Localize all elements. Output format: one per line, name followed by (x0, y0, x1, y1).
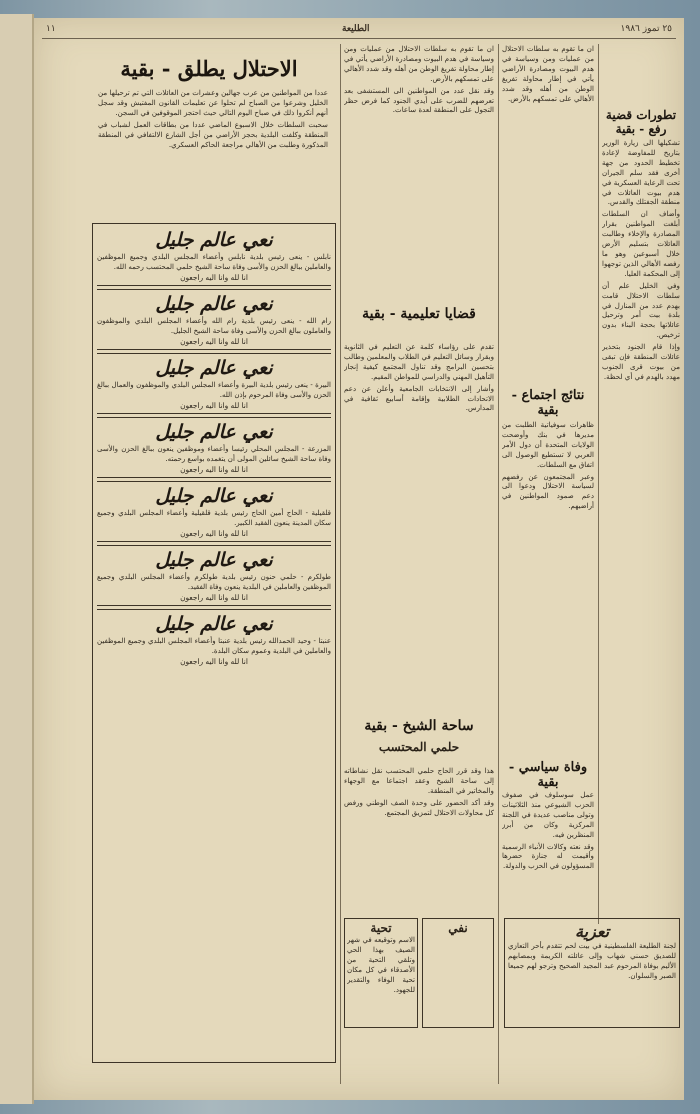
sahat-headline: ساحة الشيخ - بقية (364, 718, 474, 734)
paragraph: هذا وقد قرر الحاج حلمي المحتسب نقل نشاطاته إلى ساحة الشيخ وعقد اجتماعا مع الوجهاء والمخاتير في المنطقة. (344, 766, 494, 795)
obituary-text: البيرة - ينعى رئيس بلدية البيرة وأعضاء المجلس البلدي والموظفون والعمال ببالغ الحزن والأسى وفاة المرحوم بإذن الله. (97, 381, 331, 399)
main-headline: الاحتلال يطلق - بقية (120, 56, 298, 81)
adjacent-page-edge (0, 14, 34, 1104)
natayej-headline: نتائج اجتماع - بقية (511, 388, 585, 418)
paragraph: ان ما تقوم به سلطات الاحتلال من عمليات ومن وسياسة في هدم البيوت ومصادرة الأراضي يأتي في إطار محاولة تفريغ الوطن من أهله وقد شدد الأهالي على تمسكهم بالأرض. (502, 44, 594, 103)
page-header (42, 24, 676, 39)
obituary-4 (97, 421, 331, 482)
paragraph: سحبت السلطات خلال الاسبوع الماضي عددا من بطاقات العمل لشباب في المنطقة وكلفت البلدية بحجز الأراضي من أجل الشارع الالتفافي في المنطقة المذكورة وطلبت من الأهالي مراجعة الحاكم العسكري. (98, 119, 328, 149)
obituary-title: نعي عالم جليل (155, 549, 273, 571)
paragraph: وقد أكد الحضور على وحدة الصف الوطني ورفض كل محاولات الاحتلال لتمزيق المجتمع. (344, 797, 494, 817)
paragraph: ظاهرات سوفياتية الطلبت من مديرها في بنك وأوضحت الولايات المتحدة أن دول الأمر العربي لا تستطيع الوصول الى اتفاق مع السلطات. (502, 420, 594, 469)
right-column-body (602, 138, 680, 908)
obituary-title: نعي عالم جليل (155, 485, 273, 507)
taazia-box (504, 918, 680, 1028)
obituary-text: قلقيلية - الحاج أمين الحاج رئيس بلدية قلقيلية وأعضاء المجلس البلدي وجميع سكان المدينة ينعون الفقيد الكبير. (97, 509, 331, 527)
center-top-text (344, 44, 494, 264)
paragraph: لجنة الطليعة الفلسطينية في بيت لحم تتقدم بأحر التعازي للصديق حسني شهاب وإلى عائلته الكريمة وبمصابهم الأليم بوفاة المرحوم عبد المجيد الصحيح وترجو لهم جميعا الصبر والسلوان. (508, 941, 676, 980)
obituary-6 (97, 549, 331, 610)
newspaper-page (34, 18, 684, 1100)
divider (97, 605, 331, 610)
obituary-title: نعي عالم جليل (155, 293, 273, 315)
paragraph: وأشار إلى الانتخابات الجامعية وأعلن عن دعم الاتحادات الطلابية وإقامة أسابيع ثقافية في المدارس. (344, 383, 494, 413)
obituary-text: نابلس - ينعى رئيس بلدية نابلس وأعضاء المجلس البلدي وجميع الموظفين والعاملين ببالغ الحزن والأسى وفاة ساحة الشيخ حلمي المحتسب رحمه الله. (97, 253, 331, 271)
wafat-body (502, 790, 594, 910)
paragraph: وفي الخليل علم أن سلطات الاحتلال قامت بهدم عدد من المنازل في بلدة بيت أمر وترحيل عائلاتها بحجة البناء بدون ترخيص. (602, 280, 680, 340)
paragraph: عددا من المواطنين من عرب جهالين وعشرات من العائلات التي تم ترحيلها من الخليل وشرعوا من الصباح لم تحلوا عن تعليمات القانون المفتيش وقد سجل أنهم أنكروا ذلك في صباح اليوم التالي حيث احتجز الموقوفين في السجن. (98, 88, 328, 117)
column-rule (340, 44, 341, 1084)
right-center-text (502, 44, 594, 344)
wafat-headline: وفاة سياسي - بقية (508, 760, 588, 790)
obituary-title: نعي عالم جليل (155, 229, 273, 251)
issue-date: ٢٥ تموز ١٩٨٦ (620, 24, 672, 34)
paragraph: تشكيلها الى زيارة الوزير بتاريخ للمفاوضة لإعادة تخطيط الحدود من جهة أخرى فقد سلم الجيران تحت الرعاية العسكرية في هدم بيوت العائلات في منطقة الجفتلك والقدس. (602, 138, 680, 207)
obituary-title: نعي عالم جليل (155, 613, 273, 635)
obituary-text: عنبتا - وحيد الحمدالله رئيس بلدية عنبتا وأعضاء المجلس البلدي وجميع الموظفين والعاملين في البلدية وعموم سكان البلدة. (97, 637, 331, 655)
nabi-box (422, 918, 494, 1028)
newspaper-name: الطليعة (342, 24, 370, 34)
muhadat-headline: قضايا تعليمية - بقية (362, 306, 476, 322)
obituaries-column (92, 223, 336, 1063)
paragraph: عمل سوسلوف في صفوف الحزب الشيوعي منذ الثلاثينات وتولى مناصب عديدة في اللجنة المركزية وكان من أبرز المنظرين فيه. (502, 790, 594, 839)
tahia-box (344, 918, 418, 1028)
obituary-3 (97, 357, 331, 418)
taazia-body (508, 941, 676, 1011)
divider (97, 349, 331, 354)
column-rule (498, 44, 499, 1084)
paragraph: وعبر المجتمعون عن رفضهم لسياسة الاحتلال ودعوا الى دعم صمود المواطنين في أراضيهم. (502, 471, 594, 511)
paragraph: وإذا قام الجنود بتحذير عائلات المنطقة فإن تبقى من بيوت قرى الجنوب مهدد بالهدم في أي لحظة. (602, 342, 680, 381)
obituary-title: نعي عالم جليل (155, 357, 273, 379)
obituary-text: طولكرم - حلمي حنون رئيس بلدية طولكرم وأعضاء المجلس البلدي وجميع الموظفين والعاملين في البلدية ينعون وفاة الفقيد. (97, 573, 331, 591)
paragraph: وأضاف ان السلطات أبلغت المواطنين بقرار المصادرة والإخلاء وطالبت العائلات بتسليم الأرض خلال أسبوعين وهو ما رفضه الأهالي الذين توجهوا إلى المحكمة العليا. (602, 209, 680, 278)
muhadat-body (344, 342, 494, 612)
page-number: ١١ (46, 24, 56, 34)
obituary-5 (97, 485, 331, 546)
paragraph: الاسم وتوقيعه في شهر الصيف بهذا الحي وتلقي التحية من الأصدقاء في كل مكان تحية الوفاء والتقدير للجهود. (347, 935, 415, 994)
sahat-subheadline: حلمي المحتسب (378, 740, 460, 754)
divider (97, 413, 331, 418)
divider (97, 541, 331, 546)
obituary-text: المزرعة - المجلس المحلي رئيسا وأعضاء وموظفين ينعون ببالغ الحزن والأسى وفاة ساحة الشيخ سائلين المولى أن يتغمده بواسع رحمته. (97, 445, 331, 463)
tahia-title: تحية (370, 921, 392, 935)
obituary-1 (97, 229, 331, 290)
column-rule (598, 44, 599, 924)
tahia-body (347, 935, 415, 1015)
obituary-closing: انا لله وانا اليه راجعون (180, 401, 248, 410)
taazia-title: تعزية (574, 922, 610, 941)
sahat-body (344, 766, 494, 916)
obituary-closing: انا لله وانا اليه راجعون (180, 337, 248, 346)
divider (97, 285, 331, 290)
obituary-closing: انا لله وانا اليه راجعون (180, 273, 248, 282)
main-article-body (98, 88, 328, 218)
obituary-closing: انا لله وانا اليه راجعون (180, 529, 248, 538)
obituary-title: نعي عالم جليل (155, 421, 273, 443)
nabi-title: نفي (448, 921, 468, 935)
natayej-body (502, 420, 594, 740)
right-headline: تطورات قضية رفع - بقية (605, 108, 677, 136)
obituary-text: رام الله - ينعى رئيس بلدية رام الله وأعضاء المجلس البلدي والموظفون والعاملون ببالغ الحزن والأسى وفاة ساحة الشيخ الجليل. (97, 317, 331, 335)
obituary-7 (97, 613, 331, 666)
paragraph: وقد نعته وكالات الأنباء الرسمية وأقيمت له جنازة حضرها المسؤولون في الحزب والدولة. (502, 841, 594, 871)
obituary-closing: انا لله وانا اليه راجعون (180, 657, 248, 666)
obituary-closing: انا لله وانا اليه راجعون (180, 465, 248, 474)
paragraph: ان ما تقوم به سلطات الاحتلال من عمليات ومن وسياسة في هدم البيوت ومصادرة الأراضي يأتي في إطار محاولة تفريغ الوطن من أهله وقد شدد الأهالي على تمسكهم بالأرض. (344, 44, 494, 83)
obituary-closing: انا لله وانا اليه راجعون (180, 593, 248, 602)
paragraph: وقد نقل عدد من المواطنين الى المستشفى بعد تعرضهم للضرب على أيدي الجنود كما فرض حظر التجول على المنطقة لعدة ساعات. (344, 85, 494, 115)
paragraph: تقدم على رؤاساء كلمة عن التعليم في الثانوية وبقرار وسائل التعليم في الطلاب والمعلمين وطالب بتحسين البرامج وقد تناول المجتمع كيفية إنجاز التأهيل المهني والدراسي للمواطن المقيم. (344, 342, 494, 381)
obituary-2 (97, 293, 331, 354)
divider (97, 477, 331, 482)
